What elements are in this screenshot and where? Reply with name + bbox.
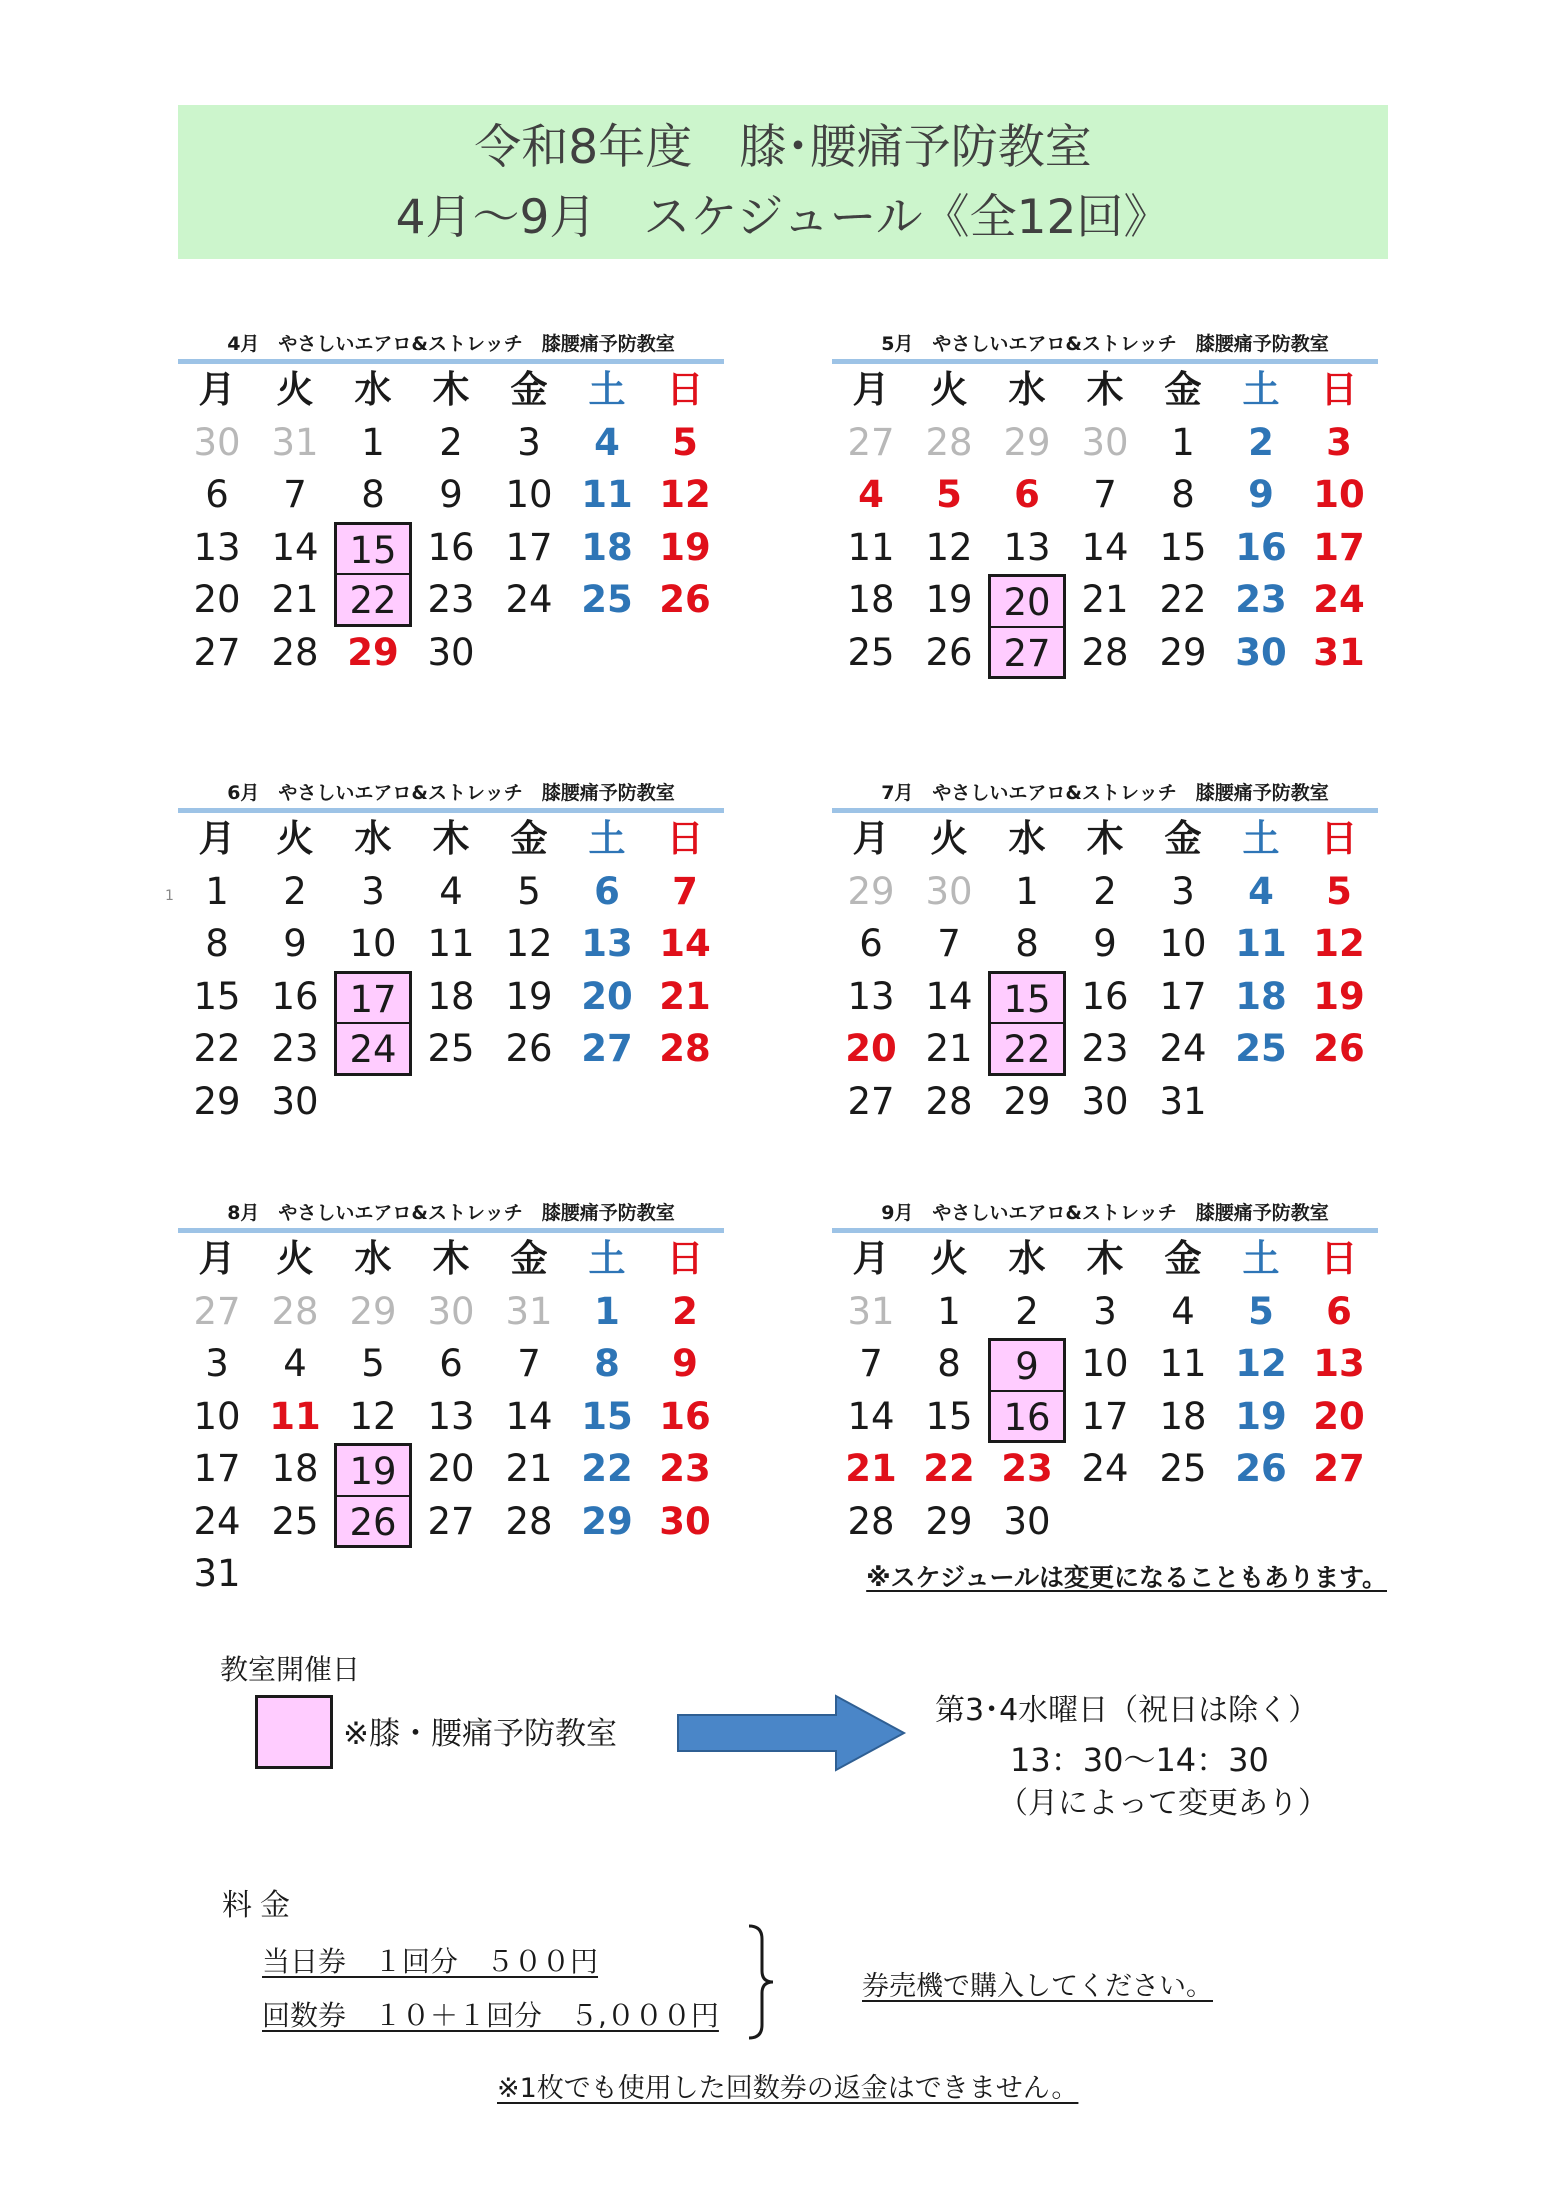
date-cell: 30 [193,420,241,464]
date-cell: 8 [361,473,385,516]
date-cell: 10 [349,922,397,965]
weekday-header: 木 [1086,1237,1124,1280]
date-cell: 30 [271,1079,319,1123]
date-cell: 6 [1014,473,1040,516]
date-cell: 25 [1159,1447,1207,1490]
date-cell: 7 [283,473,307,516]
date-cell: 12 [505,922,553,965]
date-cell: 27 [427,1499,475,1543]
date-cell: 20 [581,974,633,1018]
date-cell: 26 [505,1027,553,1070]
date-cell: 24 [505,578,553,621]
date-cell: 16 [427,525,475,569]
date-cell: 14 [659,922,711,965]
calendar-july [832,778,1378,1128]
date-cell: 8 [1171,473,1195,516]
date-cell: 29 [847,869,895,913]
date-cell: 11 [269,1394,321,1438]
purchase-note: 券売機で購入してください。 [862,1971,1213,2002]
date-cell: 2 [672,1289,698,1333]
date-cell: 15 [925,1394,973,1438]
date-cell: 7 [1093,473,1117,516]
date-cell: 28 [271,630,319,674]
date-cell: 17 [1159,974,1207,1018]
class-day-cell: 15 [988,971,1066,1024]
date-cell: 18 [1235,974,1287,1018]
empty-cell [646,1548,724,1601]
month-header: 9月 やさしいエアロ&ストレッチ 膝腰痛予防教室 [881,1202,1329,1224]
brace-icon [746,1923,776,2041]
date-cell: 10 [1159,922,1207,965]
schedule-time: 13：30～14：30 [1010,1741,1269,1779]
empty-cell [1144,1496,1222,1549]
date-cell: 19 [925,578,973,621]
weekday-header: 日 [666,817,704,860]
date-cell: 15 [1159,525,1207,569]
date-cell: 27 [847,1079,895,1123]
empty-cell [334,1548,412,1601]
month-header: 8月 やさしいエアロ&ストレッチ 膝腰痛予防教室 [227,1202,675,1224]
date-cell: 29 [347,630,399,674]
date-cell: 2 [1248,420,1274,464]
date-cell: 16 [1235,525,1287,569]
date-cell: 4 [283,1342,307,1385]
date-cell: 1 [594,1289,620,1333]
date-cell: 4 [594,420,620,464]
date-cell: 12 [1313,922,1365,965]
date-cell: 29 [1003,1079,1051,1123]
legend-text: ※膝・腰痛予防教室 [343,1716,617,1752]
date-cell: 5 [672,420,698,464]
date-cell: 22 [923,1447,975,1490]
weekday-header: 金 [510,368,548,411]
weekday-header: 木 [432,368,470,411]
title-banner [178,105,1388,259]
date-cell: 31 [193,1552,241,1595]
date-cell: 14 [1081,525,1129,569]
date-cell: 10 [1081,1342,1129,1385]
date-cell: 21 [659,974,711,1018]
weekday-header: 土 [1242,817,1280,860]
schedule-days: 第3･4水曜日（祝日は除く） [935,1693,1319,1728]
date-cell: 30 [427,630,475,674]
date-cell: 10 [193,1394,241,1438]
empty-cell [490,1076,568,1129]
date-cell: 13 [193,525,241,569]
date-cell: 24 [1313,578,1365,621]
weekday-header: 日 [666,368,704,411]
class-day-cell: 20 [988,574,1066,627]
date-cell: 14 [271,525,319,569]
date-cell: 19 [1235,1394,1287,1438]
legend-swatch [255,1695,333,1769]
weekday-header: 木 [1086,368,1124,411]
date-cell: 13 [847,974,895,1018]
date-cell: 6 [205,473,229,516]
weekday-header: 日 [1320,368,1358,411]
date-cell: 17 [193,1447,241,1490]
date-cell: 18 [1159,1394,1207,1438]
date-cell: 14 [505,1394,553,1438]
date-cell: 13 [1003,525,1051,569]
empty-cell [646,627,724,680]
empty-cell [334,1076,412,1129]
date-cell: 22 [1159,578,1207,621]
calendar-september [832,1198,1378,1548]
empty-cell [490,627,568,680]
date-cell: 3 [205,1342,229,1385]
date-cell: 4 [1171,1289,1195,1333]
date-cell: 23 [659,1447,711,1490]
date-cell: 12 [1235,1342,1287,1385]
date-cell: 12 [659,473,711,516]
date-cell: 10 [1313,473,1365,516]
weekday-header: 火 [930,1237,968,1280]
date-cell: 21 [1081,578,1129,621]
date-cell: 25 [847,630,895,674]
date-cell: 21 [925,1027,973,1070]
date-cell: 14 [925,974,973,1018]
calendar-grid [178,1233,724,1601]
weekday-header: 水 [354,1237,392,1280]
calendar-grid [178,364,724,679]
date-cell: 26 [1235,1447,1287,1490]
class-day-cell: 16 [988,1391,1066,1444]
weekday-header: 火 [276,1237,314,1280]
date-cell: 24 [1159,1027,1207,1070]
date-cell: 2 [283,869,307,913]
date-cell: 29 [1003,420,1051,464]
empty-cell [568,627,646,680]
date-cell: 2 [1015,1289,1039,1333]
weekday-header: 火 [276,817,314,860]
date-cell: 5 [361,1342,385,1385]
weekday-header: 水 [1008,368,1046,411]
date-cell: 11 [1159,1342,1207,1385]
weekday-header: 日 [666,1237,704,1280]
date-cell: 10 [505,473,553,516]
date-cell: 23 [1235,578,1287,621]
date-cell: 8 [937,1342,961,1385]
calendar-grid [178,813,724,1128]
date-cell: 23 [1001,1447,1053,1490]
date-cell: 29 [1159,630,1207,674]
date-cell: 19 [505,974,553,1018]
date-cell: 5 [517,869,541,913]
date-cell: 19 [659,525,711,569]
class-day-cell: 27 [988,627,1066,680]
weekday-header: 月 [198,368,236,411]
calendar-august [178,1198,724,1601]
empty-cell [1066,1496,1144,1549]
date-cell: 1 [361,420,385,464]
schedule-change-note: ※スケジュールは変更になることもあります。 [866,1563,1387,1592]
calendar-grid [832,813,1378,1128]
date-cell: 5 [936,473,962,516]
weekday-header: 木 [432,1237,470,1280]
date-cell: 2 [439,420,463,464]
date-cell: 9 [439,473,463,516]
date-cell: 18 [847,578,895,621]
date-cell: 20 [427,1447,475,1490]
date-cell: 7 [517,1342,541,1385]
date-cell: 24 [1081,1447,1129,1490]
fee-coupon: 回数券 １０＋１回分 ５,０００円 [262,1999,719,2032]
weekday-header: 金 [1164,368,1202,411]
weekday-header: 土 [1242,1237,1280,1280]
date-cell: 15 [581,1394,633,1438]
date-cell: 25 [1235,1027,1287,1070]
empty-cell [1300,1496,1378,1549]
date-cell: 7 [672,869,698,913]
calendar-april [178,329,724,679]
date-cell: 3 [517,420,541,464]
date-cell: 29 [925,1499,973,1543]
empty-cell [1222,1076,1300,1129]
date-cell: 15 [193,974,241,1018]
date-cell: 6 [439,1342,463,1385]
date-cell: 2 [1093,869,1117,913]
date-cell: 13 [581,922,633,965]
right-arrow-icon [676,1693,908,1773]
date-cell: 27 [581,1027,633,1070]
date-cell: 13 [1313,1342,1365,1385]
date-cell: 27 [193,630,241,674]
date-cell: 28 [925,420,973,464]
date-cell: 9 [672,1342,698,1385]
empty-cell [646,1076,724,1129]
calendar-june [178,778,724,1128]
date-cell: 16 [271,974,319,1018]
title-line-2: 4月～9月 スケジュール《全12回》 [395,190,1171,245]
weekday-header: 木 [1086,817,1124,860]
empty-cell [412,1548,490,1601]
date-cell: 6 [1326,1289,1352,1333]
date-cell: 12 [349,1394,397,1438]
weekday-header: 土 [588,1237,626,1280]
date-cell: 1 [1171,420,1195,464]
date-cell: 17 [505,525,553,569]
date-cell: 9 [1093,922,1117,965]
date-cell: 28 [925,1079,973,1123]
date-cell: 22 [193,1027,241,1070]
weekday-header: 水 [1008,1237,1046,1280]
date-cell: 4 [439,869,463,913]
fee-day-ticket: 当日券 １回分 ５００円 [262,1945,599,1978]
date-cell: 1 [937,1289,961,1333]
date-cell: 26 [925,630,973,674]
weekday-header: 月 [852,817,890,860]
date-cell: 9 [283,922,307,965]
weekday-header: 金 [510,1237,548,1280]
date-cell: 29 [581,1499,633,1543]
date-cell: 17 [1081,1394,1129,1438]
date-cell: 7 [937,922,961,965]
weekday-header: 火 [276,368,314,411]
date-cell: 8 [594,1342,620,1385]
date-cell: 3 [1093,1289,1117,1333]
month-header: 7月 やさしいエアロ&ストレッチ 膝腰痛予防教室 [881,782,1329,804]
weekday-header: 土 [588,368,626,411]
date-cell: 27 [847,420,895,464]
date-cell: 26 [1313,1027,1365,1070]
date-cell: 28 [271,1289,319,1333]
date-cell: 27 [1313,1447,1365,1490]
weekday-header: 水 [1008,817,1046,860]
month-header: 5月 やさしいエアロ&ストレッチ 膝腰痛予防教室 [881,333,1329,355]
date-cell: 19 [1313,974,1365,1018]
date-cell: 30 [1003,1499,1051,1543]
date-cell: 31 [1159,1079,1207,1123]
date-cell: 30 [1081,420,1129,464]
weekday-header: 日 [1320,817,1358,860]
date-cell: 12 [925,525,973,569]
date-cell: 31 [847,1289,895,1333]
date-cell: 3 [361,869,385,913]
weekday-header: 土 [588,817,626,860]
date-cell: 5 [1248,1289,1274,1333]
date-cell: 28 [1081,630,1129,674]
date-cell: 6 [859,922,883,965]
weekday-header: 木 [432,817,470,860]
calendar-grid [832,364,1378,679]
weekday-header: 月 [852,368,890,411]
empty-cell [256,1548,334,1601]
date-cell: 13 [427,1394,475,1438]
month-header: 6月 やさしいエアロ&ストレッチ 膝腰痛予防教室 [227,782,675,804]
weekday-header: 水 [354,817,392,860]
weekday-header: 金 [510,817,548,860]
date-cell: 25 [581,578,633,621]
date-cell: 25 [271,1499,319,1543]
class-day-cell: 24 [334,1023,412,1076]
date-cell: 20 [193,578,241,621]
calendar-may [832,329,1378,679]
class-day-cell: 22 [988,1023,1066,1076]
month-header: 4月 やさしいエアロ&ストレッチ 膝腰痛予防教室 [227,333,675,355]
class-day-cell: 26 [334,1496,412,1549]
date-cell: 16 [659,1394,711,1438]
weekday-header: 月 [852,1237,890,1280]
date-cell: 21 [505,1447,553,1490]
date-cell: 28 [659,1027,711,1070]
weekday-header: 水 [354,368,392,411]
date-cell: 21 [845,1447,897,1490]
date-cell: 11 [427,922,475,965]
date-cell: 29 [349,1289,397,1333]
date-cell: 11 [581,473,633,516]
date-cell: 26 [659,578,711,621]
weekday-header: 金 [1164,817,1202,860]
date-cell: 14 [847,1394,895,1438]
empty-cell [412,1076,490,1129]
date-cell: 28 [847,1499,895,1543]
weekday-header: 日 [1320,1237,1358,1280]
date-cell: 7 [859,1342,883,1385]
empty-cell [568,1076,646,1129]
date-cell: 1 [205,869,229,913]
legend-label: 教室開催日 [220,1653,361,1686]
date-cell: 27 [193,1289,241,1333]
date-cell: 18 [427,974,475,1018]
date-cell: 30 [659,1499,711,1543]
empty-cell [490,1548,568,1601]
date-cell: 20 [845,1027,897,1070]
stray-mark: 1 [165,888,174,904]
weekday-header: 土 [1242,368,1280,411]
date-cell: 8 [205,922,229,965]
date-cell: 23 [271,1027,319,1070]
date-cell: 30 [1235,630,1287,674]
date-cell: 8 [1015,922,1039,965]
title-line-1: 令和8年度 膝･腰痛予防教室 [474,120,1092,175]
date-cell: 30 [427,1289,475,1333]
empty-cell [1222,1496,1300,1549]
date-cell: 22 [581,1447,633,1490]
date-cell: 18 [271,1447,319,1490]
class-day-cell: 22 [334,574,412,627]
date-cell: 30 [925,869,973,913]
date-cell: 28 [505,1499,553,1543]
date-cell: 1 [1015,869,1039,913]
date-cell: 3 [1326,420,1352,464]
date-cell: 23 [427,578,475,621]
class-day-cell: 19 [334,1443,412,1496]
date-cell: 20 [1313,1394,1365,1438]
date-cell: 11 [847,525,895,569]
empty-cell [568,1548,646,1601]
date-cell: 18 [581,525,633,569]
date-cell: 29 [193,1079,241,1123]
date-cell: 24 [193,1499,241,1543]
calendar-grid [832,1233,1378,1548]
date-cell: 6 [594,869,620,913]
fee-label: 料金 [222,1888,298,1923]
date-cell: 5 [1326,869,1352,913]
date-cell: 3 [1171,869,1195,913]
date-cell: 25 [427,1027,475,1070]
weekday-header: 火 [930,368,968,411]
weekday-header: 金 [1164,1237,1202,1280]
class-day-cell: 9 [988,1338,1066,1391]
empty-cell [1300,1076,1378,1129]
refund-note: ※1枚でも使用した回数券の返金はできません。 [497,2073,1079,2104]
class-day-cell: 17 [334,971,412,1024]
date-cell: 21 [271,578,319,621]
date-cell: 30 [1081,1079,1129,1123]
date-cell: 23 [1081,1027,1129,1070]
class-day-cell: 15 [334,522,412,575]
date-cell: 31 [271,420,319,464]
date-cell: 9 [1248,473,1274,516]
date-cell: 16 [1081,974,1129,1018]
date-cell: 31 [505,1289,553,1333]
weekday-header: 火 [930,817,968,860]
date-cell: 17 [1313,525,1365,569]
date-cell: 4 [858,473,884,516]
weekday-header: 月 [198,817,236,860]
date-cell: 4 [1248,869,1274,913]
schedule-time-note: （月によって変更あり） [998,1786,1328,1821]
date-cell: 31 [1313,630,1365,674]
weekday-header: 月 [198,1237,236,1280]
date-cell: 11 [1235,922,1287,965]
